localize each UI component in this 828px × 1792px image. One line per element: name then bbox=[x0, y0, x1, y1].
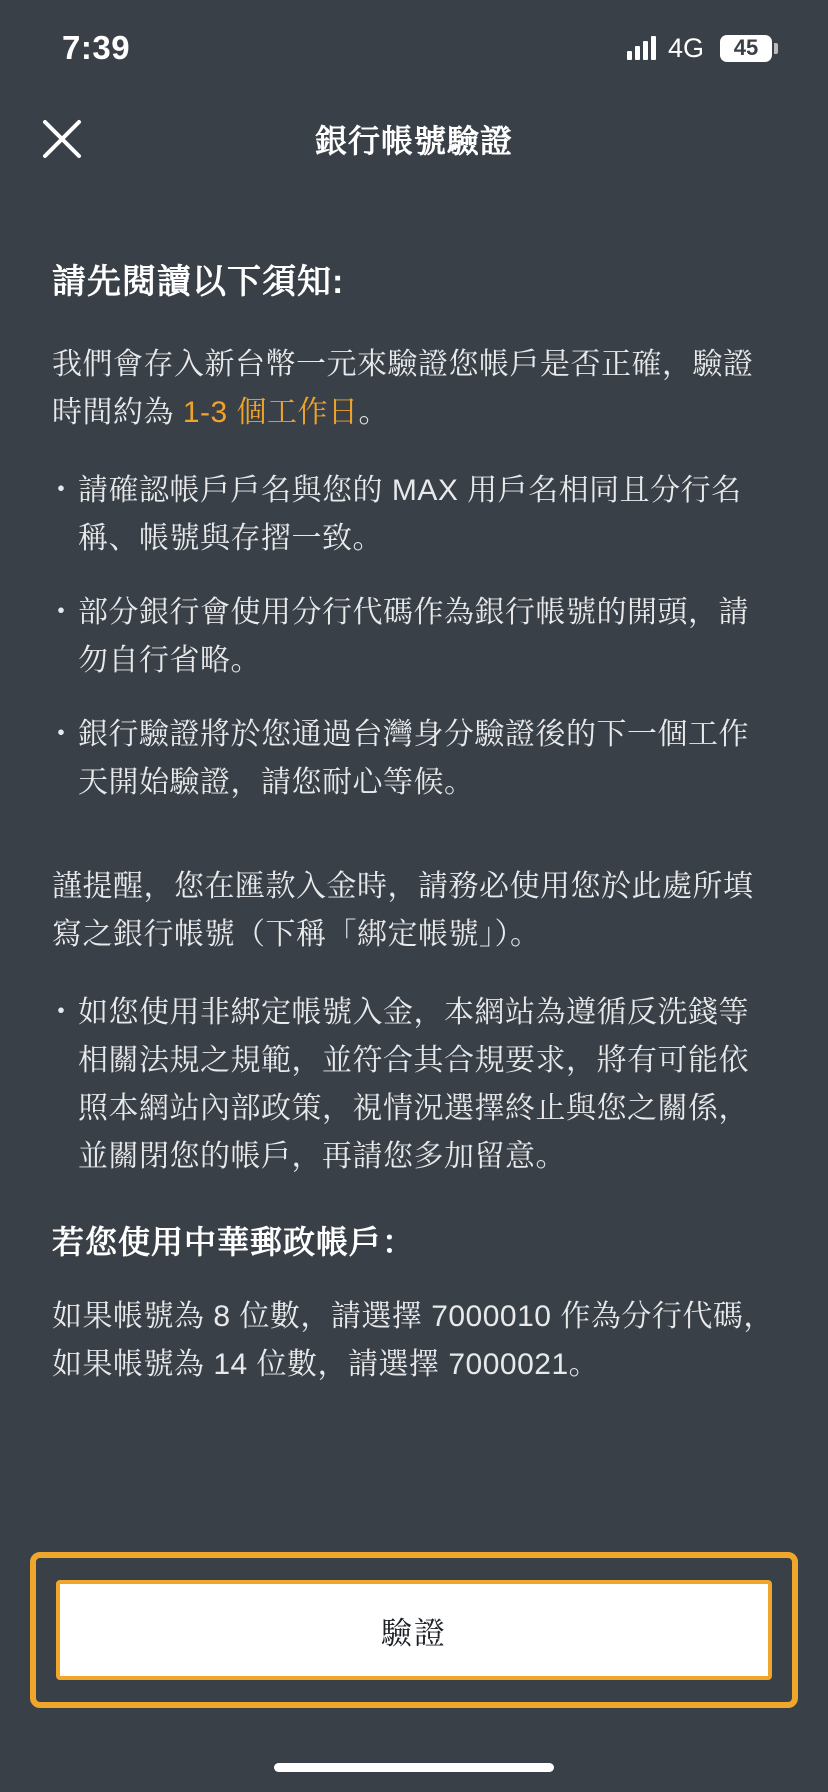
intro-text-before: 我們會存入新台幣一元來驗證您帳戶是否正確，驗證時間約為 bbox=[52, 348, 754, 429]
home-indicator-area bbox=[0, 1742, 828, 1792]
spacer bbox=[52, 833, 776, 863]
cta-focus-ring bbox=[30, 1552, 798, 1708]
page-title: 銀行帳號驗證 bbox=[314, 123, 513, 159]
intro-paragraph bbox=[52, 341, 776, 437]
cellular-signal-icon bbox=[627, 36, 656, 60]
list-item: ・ 銀行驗證將於您通過台灣身分驗證後的下一個工作天開始驗證，請您耐心等候。 bbox=[52, 711, 776, 807]
notice-content bbox=[0, 182, 828, 1552]
navigation-bar bbox=[0, 96, 828, 182]
status-time: 7:39 bbox=[62, 29, 131, 66]
battery-level-label: 45 bbox=[733, 35, 759, 60]
network-type-label: 4G bbox=[667, 32, 704, 63]
battery-icon bbox=[720, 35, 772, 62]
list-item: ・ 部分銀行會使用分行代碼作為銀行帳號的開頭，請勿自行省略。 bbox=[52, 589, 776, 685]
verify-button[interactable]: 驗證 bbox=[60, 1584, 768, 1676]
intro-highlight: 1-3 個工作日 bbox=[182, 396, 359, 429]
bullet-list-secondary bbox=[52, 989, 776, 1181]
remittance-notice-paragraph: 謹提醒，您在匯款入金時，請務必使用您於此處所填寫之銀行帳號（下稱「綁定帳號」）。 bbox=[52, 870, 754, 951]
post-office-paragraph: 如果帳號為 8 位數，請選擇 7000010 作為分行代碼，如果帳號為 14 位數，請選擇 7000021。 bbox=[52, 1300, 774, 1381]
status-indicators bbox=[627, 33, 772, 64]
list-item: ・ 如您使用非綁定帳號入金，本網站為遵循反洗錢等相關法規之規範，並符合其合規要求，將有可能依照本網站內部政策，視情況選擇終止與您之關係，並關閉您的帳戶，再請您多加留意。 bbox=[52, 989, 776, 1181]
status-bar bbox=[0, 0, 828, 96]
notice-heading: 請先閱讀以下須知: bbox=[52, 263, 345, 301]
cta-container bbox=[0, 1552, 828, 1708]
home-indicator[interactable] bbox=[274, 1763, 554, 1772]
close-icon[interactable] bbox=[36, 113, 88, 165]
bullet-list-primary bbox=[52, 467, 776, 807]
cta-inner-ring bbox=[56, 1580, 772, 1680]
list-item: ・ 請確認帳戶戶名與您的 MAX 用戶名相同且分行名稱、帳號與存摺一致。 bbox=[52, 467, 776, 563]
intro-text-after: 。 bbox=[358, 396, 390, 429]
post-office-heading: 若您使用中華郵政帳戶： bbox=[52, 1224, 416, 1260]
